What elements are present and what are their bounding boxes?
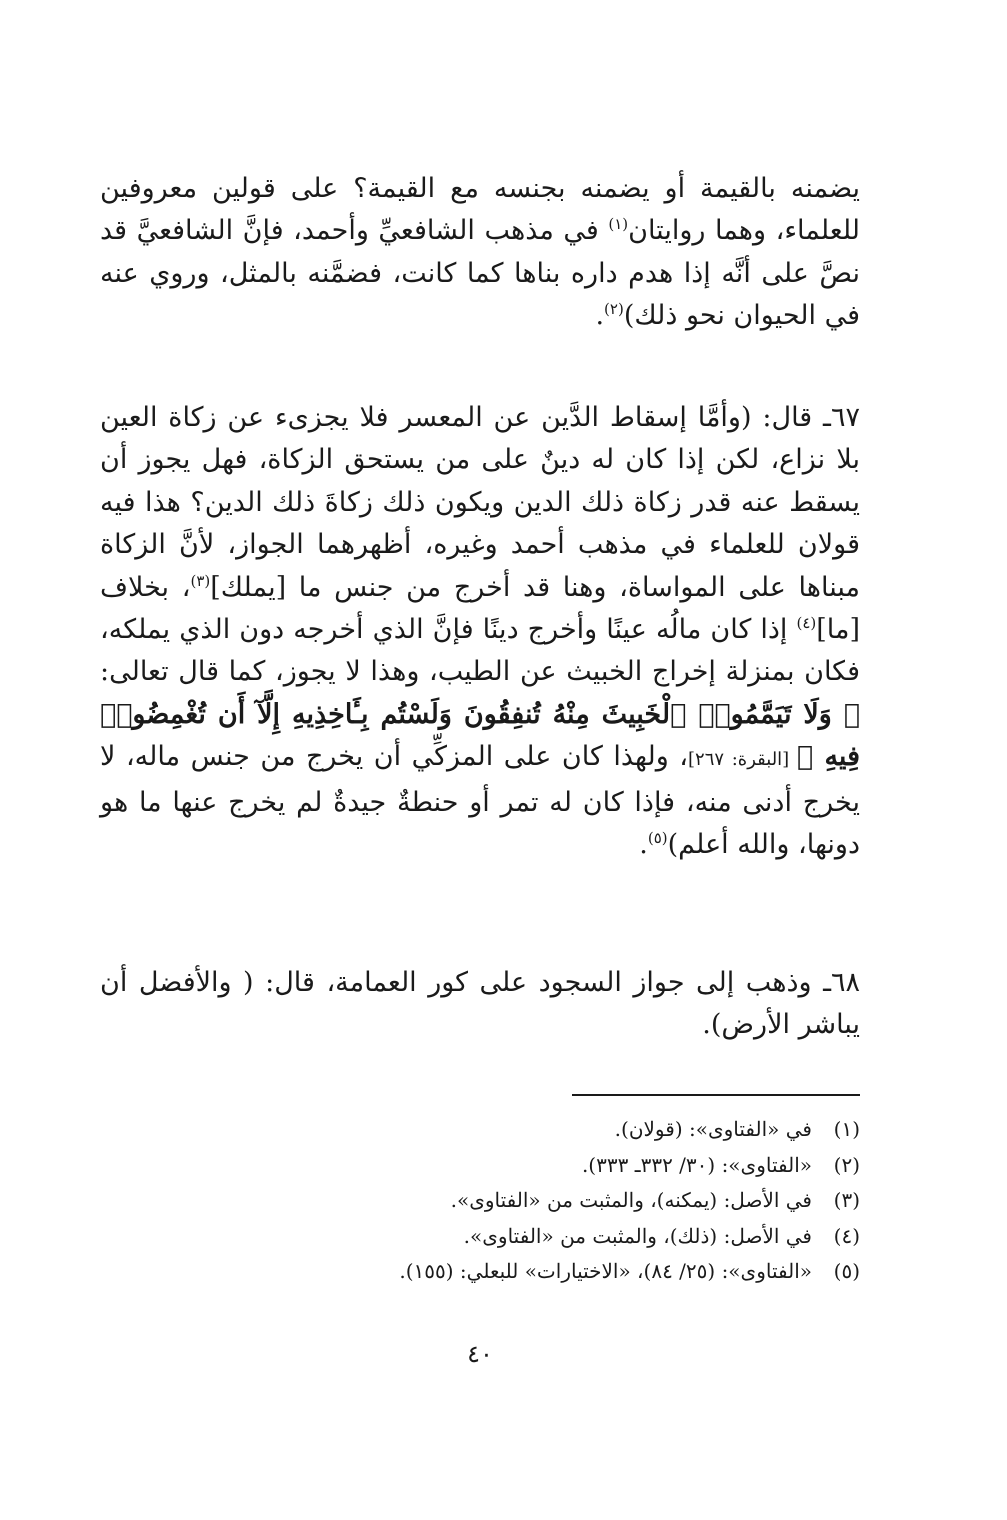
footnote-ref-5[interactable]: (٥) (647, 829, 668, 848)
footnote-divider (572, 1094, 860, 1096)
footnote-number: (٢) (833, 1152, 860, 1177)
footnote-item (100, 1254, 860, 1290)
footnote-ref-2[interactable]: (٢) (604, 300, 624, 319)
footnote-text: «الفتاوى»: (٢٥/ ٨٤)، «الاختيارات» للبعلي: (١٥٥). (399, 1259, 812, 1283)
paragraph-continuation (100, 168, 860, 338)
paragraph-text: ، ولهذا كان على المزكِّي أن يخرج من جنس ماله، لا يخرج أدنى منه، فإذا كان له تمر أو حنطةٌ جيدةٌ لم يخرج عنها ما هو دونها، والله أعلم) (100, 741, 860, 861)
footnote-text: «الفتاوى»: (٣٠/ ٣٣٢ـ ٣٣٣). (581, 1152, 812, 1177)
paragraph-text: ٦٧ـ قال: (وأمَّا إسقاط الدَّين عن المعسر فلا يجزىء عن زكاة العين بلا نزاع، لكن إذا كان له دينٌ على من يستحق الزكاة، فهل يجوز أن يسقط عنه قدر زكاة ذلك الدين ويكون ذلك زكاةَ ذلك الدين؟ هذا فيه قولان للعلماء في مذهب أحمد وغيره، أظهرهما الجواز، لأنَّ الزكاة مبناها على المواساة، وهنا قد أخرج من جنس ما [يملك] (100, 402, 861, 603)
footnote-item (100, 1183, 860, 1219)
footnote-number: (٤) (833, 1223, 860, 1248)
paragraph-68: ٦٨ـ وذهب إلى جواز السجود على كور العمامة، قال: ( والأفضل أن يباشر الأرض). (100, 967, 860, 1041)
book-page (100, 0, 860, 1520)
paragraph-text: في مذهب الشافعيِّ وأحمد، فإنَّ الشافعيَّ قد نصَّ على أنَّه إذا هدم داره بناها كما كانت، فضمَّنه بالمثل، وروي عنه في الحيوان نحو ذلك) (100, 215, 860, 332)
footnote-number: (٥) (833, 1259, 860, 1283)
footnote-item (100, 1219, 860, 1255)
footnote-item (100, 1148, 860, 1184)
page-number: ٤٠ (467, 1340, 493, 1368)
footnote-text: في «الفتاوى»: (قولان). (614, 1117, 812, 1141)
paragraph-text: . (639, 829, 648, 861)
paragraph-text: يضمنه بالقيمة أو يضمنه بجنسه مع القيمة؟ على قولين معروفين للعلماء، وهما روايتان (100, 173, 860, 247)
footnote-text: في الأصل: (ذلك)، والمثبت من «الفتاوى». (463, 1223, 812, 1248)
paragraph-text: . (595, 300, 605, 332)
footnote-number: (١) (833, 1117, 860, 1141)
footnote-ref-1[interactable]: (١) (608, 215, 629, 234)
footnote-ref-4[interactable]: (٤) (796, 614, 817, 633)
quran-verse: ﴿ وَلَا تَيَمَّمُوا۟ ٱلْخَبِيثَ مِنْهُ تُنفِقُونَ وَلَسْتُم بِـَٔاخِذِيهِ إِلَّآ أَن تُغْمِضُوا۟ فِيهِ ﴾ (100, 698, 860, 773)
footnotes-list (100, 1112, 860, 1290)
paragraph-text: ، بخلاف [ما] (100, 571, 860, 646)
footnote-ref-3[interactable]: (٣) (190, 571, 211, 590)
paragraph-text: إذا كان مالُه عينًا وأخرج دينًا فإنَّ الذي أخرجه دون الذي يملكه، فكان بمنزلة إخراج الخبيث عن الطيب، وهذا لا يجوز، كما قال تعالى: (100, 614, 860, 688)
footnote-number: (٣) (833, 1188, 860, 1212)
footnote-item (100, 1112, 860, 1148)
verse-reference: [البقرة: ٢٦٧] (688, 749, 797, 771)
paragraph-67 (100, 397, 860, 866)
footnote-text: في الأصل: (يمكنه)، والمثبت من «الفتاوى». (450, 1188, 812, 1212)
